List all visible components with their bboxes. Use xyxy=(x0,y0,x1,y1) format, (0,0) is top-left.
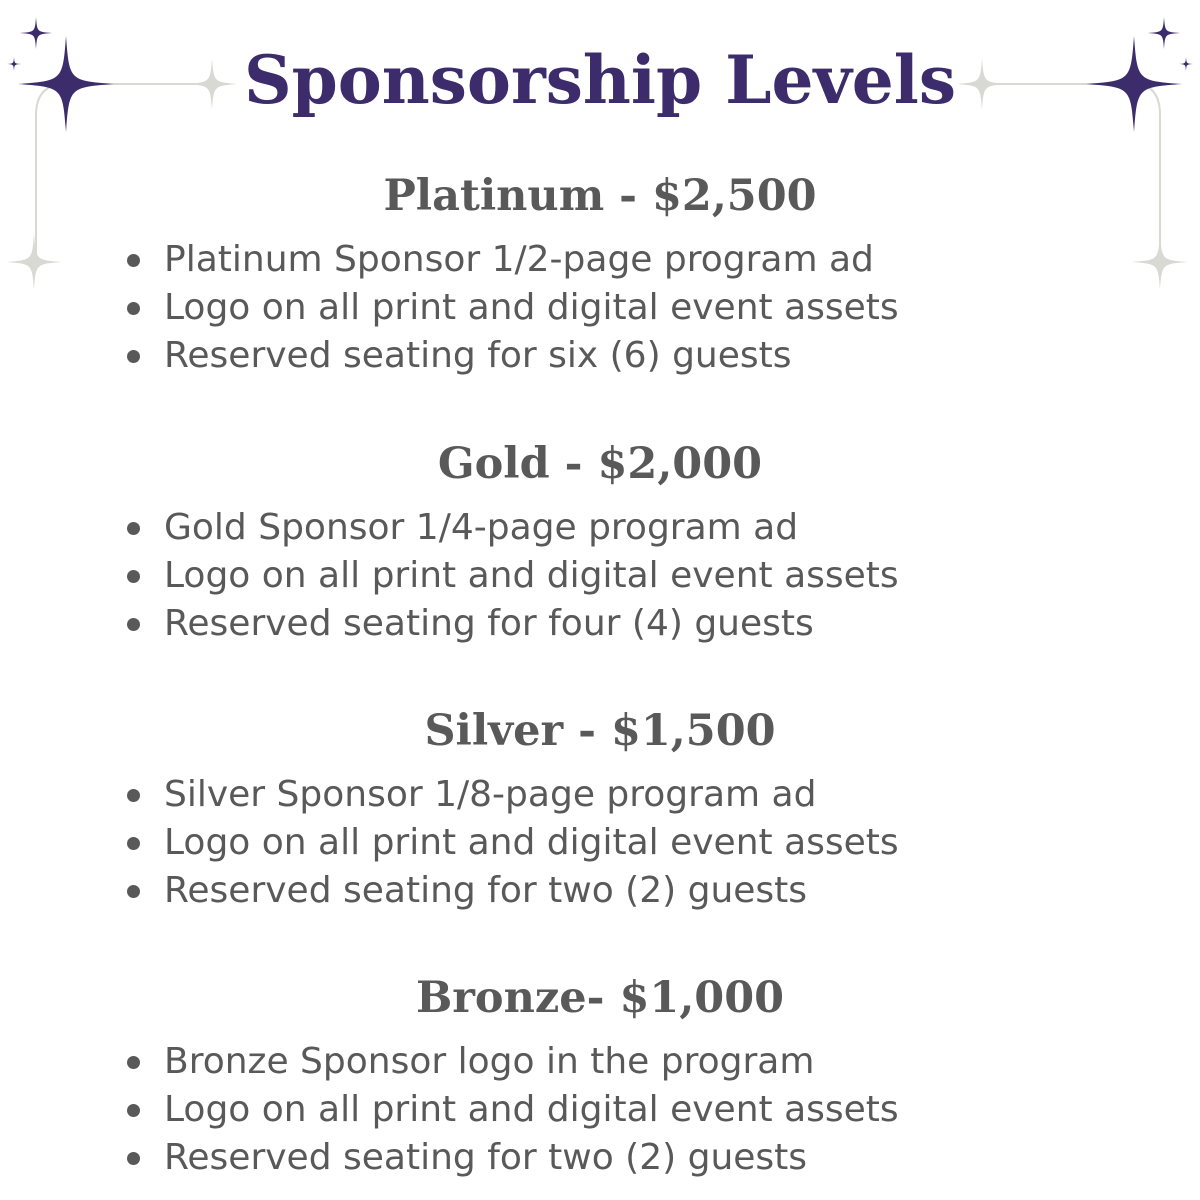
benefit-item xyxy=(0,819,1200,867)
bullet-icon xyxy=(127,789,140,802)
tier-heading: Silver - $1,500 xyxy=(424,706,776,756)
benefit-text: Reserved seating for two (2) guests xyxy=(164,870,808,911)
tier-gold xyxy=(0,436,1200,648)
benefit-text: Silver Sponsor 1/8-page program ad xyxy=(164,774,817,815)
benefit-text: Logo on all print and digital event assets xyxy=(164,822,899,863)
benefit-item xyxy=(0,1038,1200,1086)
benefit-item xyxy=(0,236,1200,284)
benefit-item xyxy=(0,1086,1200,1134)
benefit-text: Logo on all print and digital event assets xyxy=(164,1089,899,1130)
tier-heading: Bronze- $1,000 xyxy=(415,973,785,1023)
page-title: Sponsorship Levels xyxy=(243,41,957,119)
benefit-item xyxy=(0,771,1200,819)
tier-heading: Gold - $2,000 xyxy=(437,439,763,489)
benefit-item xyxy=(0,552,1200,600)
bullet-icon xyxy=(127,570,140,583)
benefit-list xyxy=(0,1038,1200,1182)
bullet-icon xyxy=(127,1104,140,1117)
benefit-list xyxy=(0,236,1200,380)
benefit-text: Reserved seating for two (2) guests xyxy=(164,1137,808,1178)
bullet-icon xyxy=(127,522,140,535)
tier-silver xyxy=(0,703,1200,915)
benefit-text: Reserved seating for six (6) guests xyxy=(164,335,792,376)
bullet-icon xyxy=(127,618,140,631)
bullet-icon xyxy=(127,1056,140,1069)
benefit-list xyxy=(0,504,1200,648)
benefit-text: Logo on all print and digital event assets xyxy=(164,287,899,328)
benefit-item xyxy=(0,1134,1200,1182)
benefit-list xyxy=(0,771,1200,915)
benefit-item xyxy=(0,600,1200,648)
bullet-icon xyxy=(127,254,140,267)
tier-bronze xyxy=(0,970,1200,1182)
bullet-icon xyxy=(127,837,140,850)
benefit-item xyxy=(0,332,1200,380)
tier-platinum xyxy=(0,168,1200,380)
benefit-text: Platinum Sponsor 1/2-page program ad xyxy=(164,239,874,280)
bullet-icon xyxy=(127,885,140,898)
benefit-text: Gold Sponsor 1/4-page program ad xyxy=(164,507,799,548)
benefit-text: Bronze Sponsor logo in the program xyxy=(164,1041,815,1082)
bullet-icon xyxy=(127,350,140,363)
tier-heading: Platinum - $2,500 xyxy=(383,171,817,221)
benefit-item xyxy=(0,284,1200,332)
benefit-text: Reserved seating for four (4) guests xyxy=(164,603,814,644)
benefit-item xyxy=(0,867,1200,915)
benefit-item xyxy=(0,504,1200,552)
bullet-icon xyxy=(127,302,140,315)
bullet-icon xyxy=(127,1152,140,1165)
benefit-text: Logo on all print and digital event assets xyxy=(164,555,899,596)
